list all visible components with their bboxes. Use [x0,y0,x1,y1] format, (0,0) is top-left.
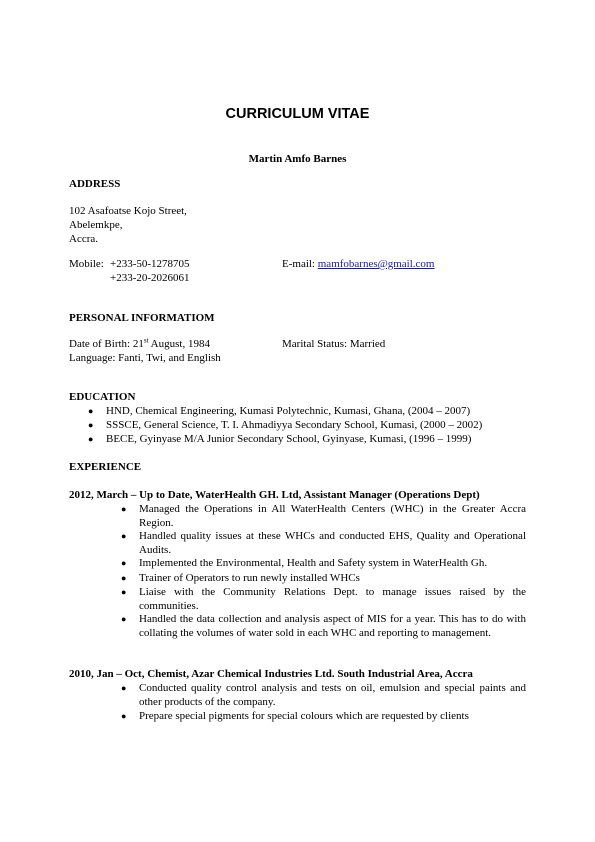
job-title-1: 2012, March – Up to Date, WaterHealth GH. Ltd, Assistant Manager (Operations Dept) [69,489,480,501]
bullet-icon: ● [121,573,127,583]
bullet-icon: ● [121,504,127,514]
email-link[interactable]: mamfobarnes@gmail.com [317,258,435,270]
dob-suffix-superscript: st [143,336,149,345]
candidate-name: Martin Amfo Barnes [248,153,347,165]
marital-status: Marital Status: Married [282,338,386,350]
personal-heading: PERSONAL INFORMATIOM [69,312,215,324]
mobile-number-2: +233-20-2026061 [110,272,190,284]
date-of-birth [69,338,210,352]
address-line-1: 102 Asafoatse Kojo Street, [69,205,187,217]
bullet-icon: ● [121,587,127,597]
address-line-2: Abelemkpe, [69,219,123,231]
education-heading: EDUCATION [69,391,136,403]
job-duty: ● Liaise with the Community Relations Dept. to manage issues raised by the communities. [121,586,526,612]
languages: Language: Fanti, Twi, and English [69,352,221,364]
job-duty: ● Managed the Operations in All WaterHealth Centers (WHC) in the Greater Accra Region. [121,503,526,529]
bullet-icon: ● [121,711,127,721]
experience-heading: EXPERIENCE [69,461,142,473]
job-duty: ● Prepare special pigments for special colours which are requested by clients [121,710,469,722]
mobile-label: Mobile: [69,258,104,270]
bullet-icon: ● [121,531,127,541]
bullet-icon: ● [88,434,94,444]
dob-prefix: Date of Birth: 21 [69,338,144,350]
document-title: CURRICULUM VITAE [225,106,370,122]
job-duty: ● Conducted quality control analysis and tests on oil, emulsion and special paints and other products of the company. [121,682,526,708]
bullet-icon: ● [121,558,127,568]
address-heading: ADDRESS [69,178,121,190]
job-duty: ● Trainer of Operators to run newly installed WHCs [121,572,360,584]
bullet-icon: ● [88,406,94,416]
bullet-icon: ● [88,420,94,430]
job-duty: ● Handled quality issues at these WHCs and conducted EHS, Quality and Operational Audits. [121,530,526,556]
job-duty: ● Handled the data collection and analysis aspect of MIS for a year. This has to do with collating the volumes of water sold in each WHC and reporting to management. [121,613,526,639]
email-row [282,258,435,272]
address-line-3: Accra. [69,233,99,245]
job-duty: ● Implemented the Environmental, Health and Safety system in WaterHealth Gh. [121,557,488,569]
email-label: E-mail: [282,258,315,270]
job-title-2: 2010, Jan – Oct, Chemist, Azar Chemical Industries Ltd. South Industrial Area, Accra [69,668,473,680]
dob-month-year: August, 1984 [148,338,210,350]
mobile-number-1: +233-50-1278705 [110,258,190,270]
bullet-icon: ● [121,683,127,693]
bullet-icon: ● [121,614,127,624]
